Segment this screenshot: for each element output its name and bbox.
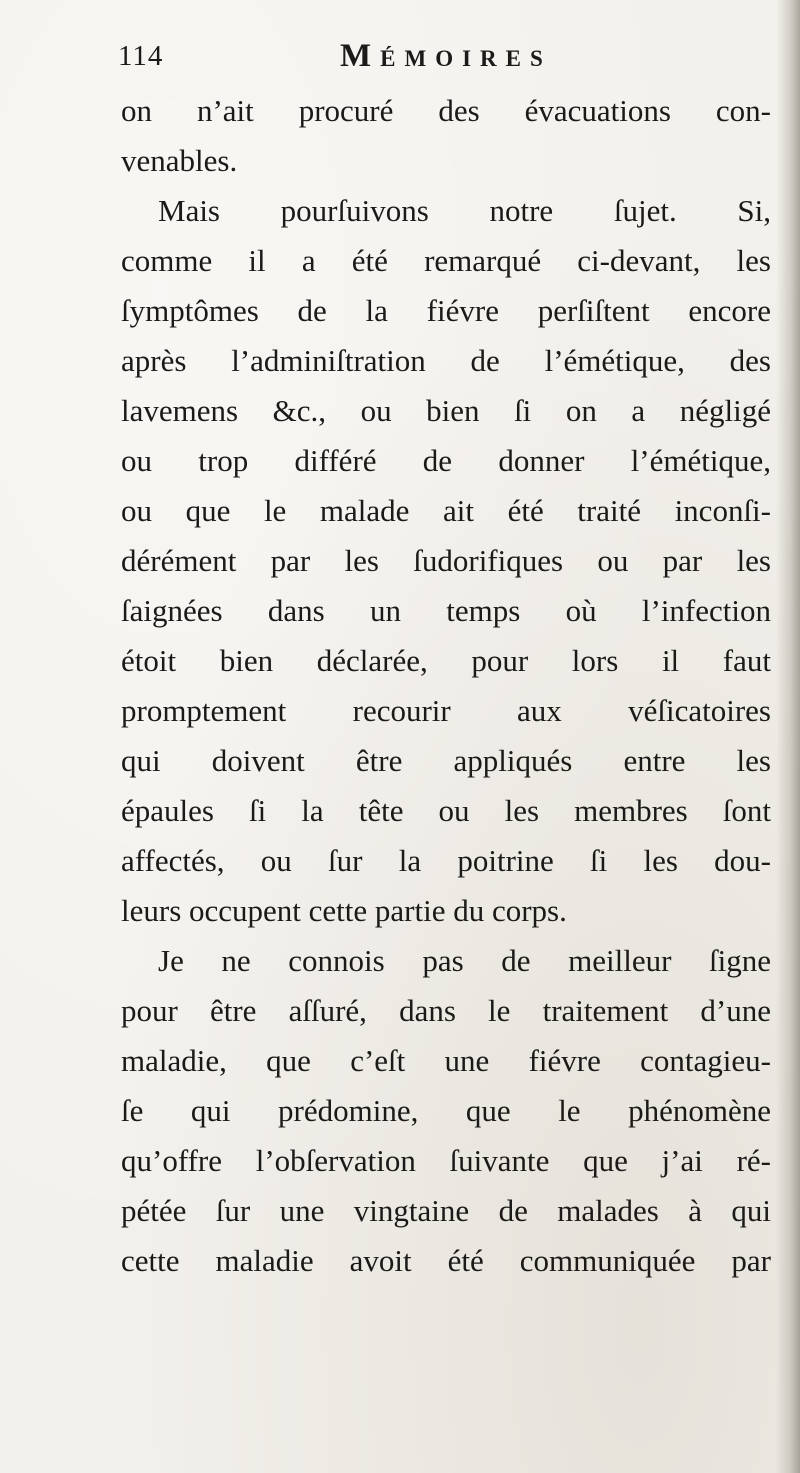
- page-number: 114: [118, 40, 164, 72]
- text-line: étoit bien déclarée, pour lors il faut: [121, 643, 771, 678]
- text-line: ou que le malade ait été traité inconſi-: [121, 493, 771, 528]
- text-line: promptement recourir aux véſicatoires: [121, 693, 771, 728]
- text-line: lavemens &c., ou bien ſi on a négligé: [121, 393, 771, 428]
- text-line: leurs occupent cette partie du corps.: [121, 893, 567, 928]
- text-line: cette maladie avoit été communiquée par: [121, 1243, 771, 1278]
- text-line: après l’adminiſtration de l’émétique, des: [121, 343, 771, 378]
- page-header: [118, 38, 678, 88]
- text-line: pétée ſur une vingtaine de malades à qui: [121, 1193, 771, 1228]
- text-line: qu’offre l’obſervation ſuivante que j’ai ré-: [121, 1143, 771, 1178]
- text-line: ſymptômes de la fiévre perſiſtent encore: [121, 293, 771, 328]
- text-line: ſaignées dans un temps où l’infection: [121, 593, 771, 628]
- page-edge-shadow: [776, 0, 800, 1473]
- text-line: comme il a été remarqué ci-devant, les: [121, 243, 771, 278]
- text-line: pour être aſſuré, dans le traitement d’une: [121, 993, 771, 1028]
- text-line: maladie, que c’eſt une fiévre contagieu-: [121, 1043, 771, 1078]
- text-line: on n’ait procuré des évacuations con-: [121, 93, 771, 128]
- body-text: [121, 86, 771, 1286]
- text-line: ou trop différé de donner l’émétique,: [121, 443, 771, 478]
- running-title: Mémoires: [340, 38, 552, 74]
- text-line: qui doivent être appliqués entre les: [121, 743, 771, 778]
- text-line: venables.: [121, 143, 238, 178]
- text-line: Je ne connois pas de meilleur ſigne: [158, 943, 771, 978]
- text-line: affectés, ou ſur la poitrine ſi les dou-: [121, 843, 771, 878]
- text-line: épaules ſi la tête ou les membres ſont: [121, 793, 771, 828]
- text-line: ſe qui prédomine, que le phénomène: [121, 1093, 771, 1128]
- text-line: dérément par les ſudorifiques ou par les: [121, 543, 771, 578]
- text-line: Mais pourſuivons notre ſujet. Si,: [158, 193, 771, 228]
